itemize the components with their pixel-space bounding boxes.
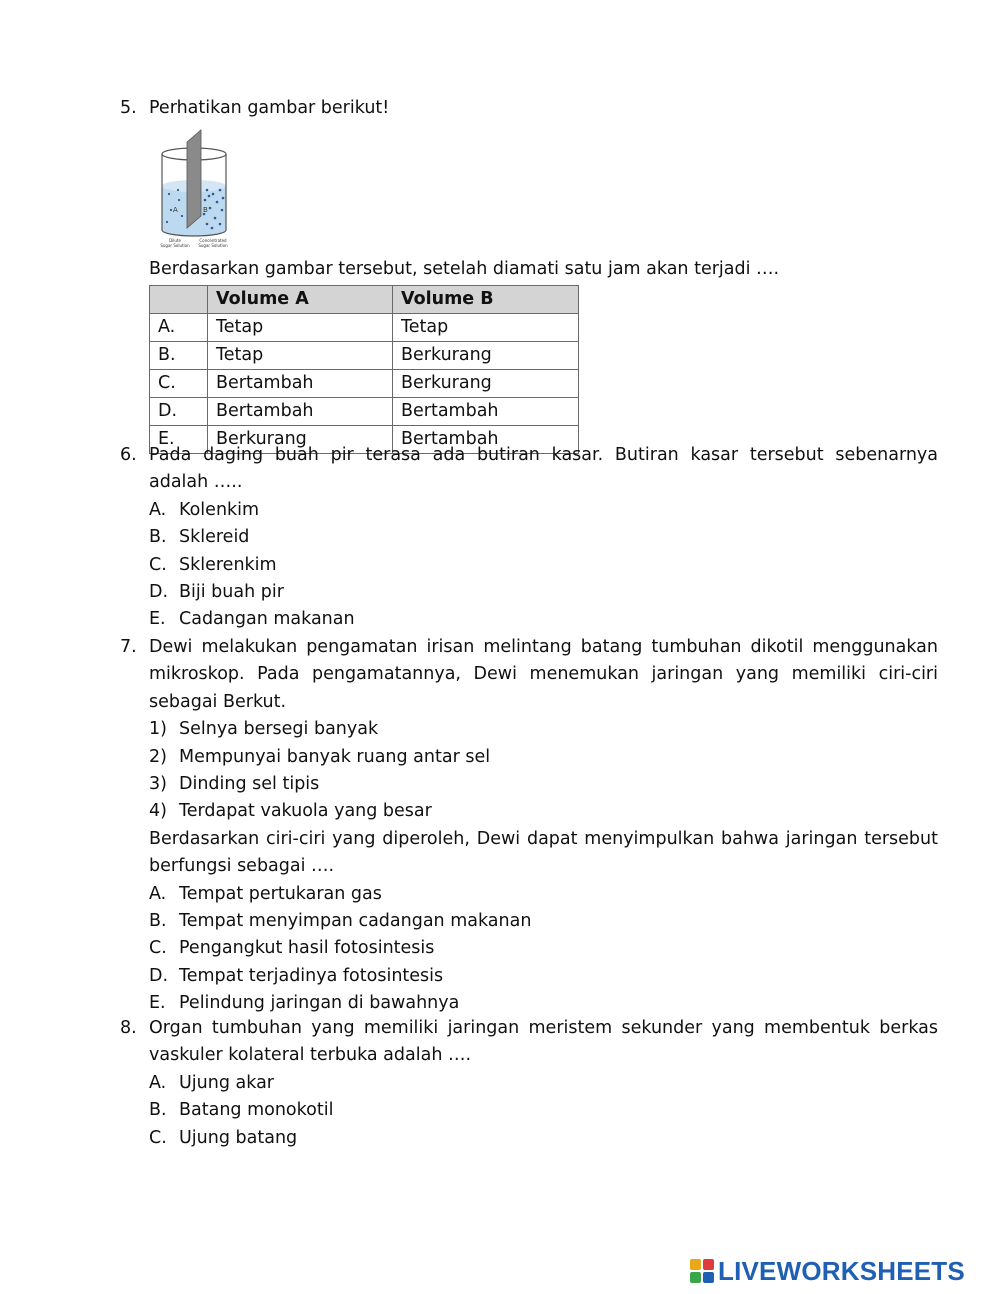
table-row[interactable] [150, 369, 579, 397]
table-cell: Berkurang [208, 425, 393, 453]
question-text: Dewi melakukan pengamatan irisan melintang batang tumbuhan dikotil menggunakan [149, 637, 938, 657]
answer-option[interactable] [149, 497, 938, 524]
answer-table [149, 285, 579, 454]
table-cell: Tetap [208, 341, 393, 369]
answer-option[interactable] [149, 908, 938, 935]
table-header: Volume B [393, 285, 579, 313]
question-text: Berdasarkan gambar tersebut, setelah diamati satu jam akan terjadi …. [149, 259, 780, 280]
table-cell: Bertambah [208, 369, 393, 397]
caption-concentrated: Concentrated [199, 238, 227, 244]
question-7 [120, 634, 938, 1017]
table-cell: E. [150, 425, 208, 453]
option-label: C. [149, 938, 167, 959]
option-text: Pengangkut hasil fotosintesis [179, 938, 435, 959]
question-number: 5. [120, 98, 137, 118]
question-text: Berdasarkan ciri-ciri yang diperoleh, Dewi dapat menyimpulkan bahwa jaringan tersebut [149, 828, 938, 849]
option-label: A. [149, 883, 167, 904]
question-prompt: Perhatikan gambar berikut! [149, 98, 390, 118]
table-cell: Tetap [208, 313, 393, 341]
option-label: E. [149, 993, 166, 1014]
table-row[interactable] [150, 397, 579, 425]
option-label: A. [149, 1072, 167, 1093]
option-text: Pelindung jaringan di bawahnya [179, 993, 460, 1014]
option-label: D. [149, 581, 169, 602]
table-cell: B. [150, 341, 208, 369]
option-text: Tempat terjadinya fotosintesis [179, 965, 444, 986]
option-text: Biji buah pir [179, 581, 284, 602]
answer-option[interactable] [149, 990, 938, 1017]
question-5 [120, 95, 938, 454]
answer-option[interactable] [149, 524, 938, 551]
table-cell: Bertambah [208, 397, 393, 425]
option-text: Sklerenkim [179, 554, 277, 575]
option-label: A. [149, 499, 167, 520]
trait-label: 4) [149, 801, 167, 822]
liveworksheets-logo[interactable] [690, 1254, 965, 1288]
option-text: Sklereid [179, 527, 250, 548]
option-label: B. [149, 527, 167, 548]
answer-option[interactable] [149, 1097, 938, 1124]
option-label: C. [149, 554, 167, 575]
question-text: Organ tumbuhan yang memiliki jaringan meristem sekunder yang membentuk berkas [149, 1018, 938, 1038]
trait-item [149, 798, 938, 825]
table-header-row [150, 285, 579, 313]
question-text: vaskuler kolateral terbuka adalah …. [149, 1045, 472, 1066]
option-text: Kolenkim [179, 499, 260, 520]
caption-dilute: Dilute [169, 238, 181, 244]
option-label: B. [149, 1100, 167, 1121]
answer-option[interactable] [149, 579, 938, 606]
table-cell: Bertambah [393, 425, 579, 453]
trait-text: Mempunyai banyak ruang antar sel [179, 746, 491, 767]
question-number: 8. [120, 1018, 137, 1038]
option-label: E. [149, 609, 166, 630]
table-header: Volume A [208, 285, 393, 313]
table-cell: Tetap [393, 313, 579, 341]
table-cell: Berkurang [393, 369, 579, 397]
table-cell: Berkurang [393, 341, 579, 369]
caption-concentrated-solution: Sugar Solution [198, 243, 228, 249]
question-text: sebagai Berkut. [149, 691, 287, 712]
answer-option[interactable] [149, 1070, 938, 1097]
answer-option[interactable] [149, 552, 938, 579]
trait-label: 2) [149, 746, 167, 767]
option-text: Batang monokotil [179, 1100, 334, 1121]
option-label: C. [149, 1127, 167, 1148]
table-cell: D. [150, 397, 208, 425]
question-8 [120, 1015, 938, 1152]
table-cell: A. [150, 313, 208, 341]
table-header [150, 285, 208, 313]
logo-blocks-icon [690, 1259, 714, 1283]
option-text: Tempat pertukaran gas [179, 883, 382, 904]
answer-option[interactable] [149, 606, 938, 633]
question-6 [120, 442, 938, 634]
option-text: Ujung batang [179, 1127, 298, 1148]
question-text: berfungsi sebagai …. [149, 856, 335, 877]
caption-dilute-solution: Sugar Solution [160, 243, 190, 249]
table-row[interactable] [150, 313, 579, 341]
label-b: B [203, 206, 208, 215]
trait-item [149, 716, 938, 743]
option-text: Tempat menyimpan cadangan makanan [179, 910, 532, 931]
trait-text: Selnya bersegi banyak [179, 719, 379, 740]
option-text: Ujung akar [179, 1072, 274, 1093]
trait-text: Dinding sel tipis [179, 773, 320, 794]
table-cell: Bertambah [393, 397, 579, 425]
osmosis-beaker-figure [149, 128, 241, 250]
option-label: D. [149, 965, 169, 986]
question-number: 7. [120, 637, 137, 657]
table-row[interactable] [150, 341, 579, 369]
answer-option[interactable] [149, 1125, 938, 1152]
trait-text: Terdapat vakuola yang besar [179, 801, 432, 822]
trait-item [149, 771, 938, 798]
label-a: A [173, 206, 178, 215]
trait-item [149, 744, 938, 771]
option-label: B. [149, 910, 167, 931]
answer-option[interactable] [149, 881, 938, 908]
answer-option[interactable] [149, 963, 938, 990]
trait-label: 3) [149, 773, 167, 794]
question-text: adalah ….. [149, 472, 243, 493]
answer-option[interactable] [149, 935, 938, 962]
trait-label: 1) [149, 719, 167, 740]
table-cell: C. [150, 369, 208, 397]
question-number: 6. [120, 445, 137, 465]
question-text: Pada daging buah pir terasa ada butiran kasar. Butiran kasar tersebut sebenarnya [149, 445, 938, 465]
brand-name: LIVEWORKSHEETS [718, 1255, 965, 1286]
question-text: mikroskop. Pada pengamatannya, Dewi menemukan jaringan yang memiliki ciri-ciri [149, 664, 938, 685]
option-text: Cadangan makanan [179, 609, 355, 630]
